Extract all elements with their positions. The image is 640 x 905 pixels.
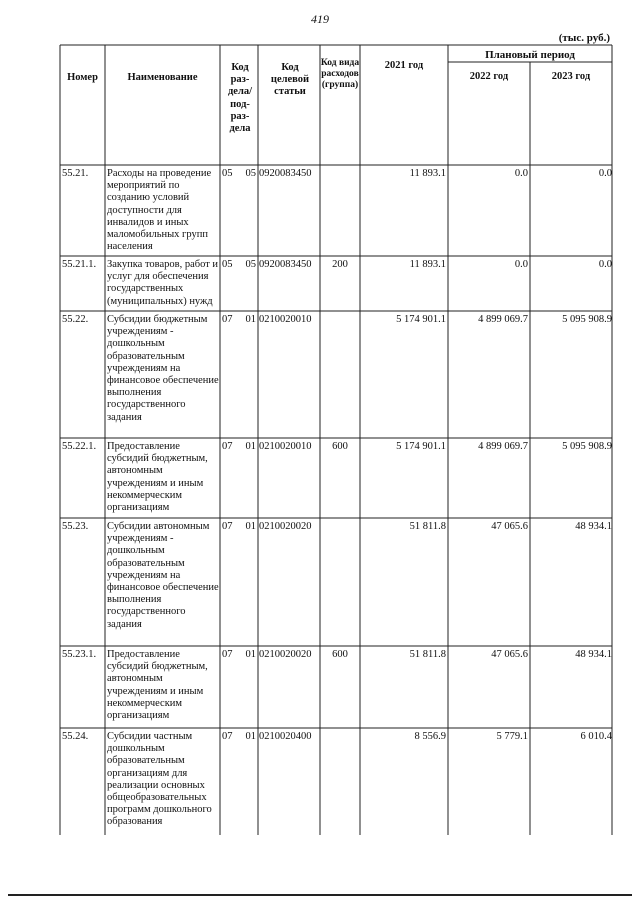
- row-value-2023: 0.0: [598, 168, 612, 179]
- row-subsection: 01: [245, 731, 256, 742]
- row-target-code: 0210020400: [259, 731, 312, 742]
- page-number: 419: [311, 12, 329, 26]
- row-name: Предоставление субсидий бюджетным, автономным учреждениям и иным некоммерческим организациям: [107, 441, 208, 514]
- row-number: 55.24.: [62, 731, 89, 742]
- row-value-2022: 0.0: [514, 168, 528, 179]
- row-expense-code: 200: [332, 259, 348, 270]
- row-value-2023: 6 010.4: [580, 731, 612, 742]
- row-value-2022: 47 065.6: [491, 521, 528, 532]
- header-name: Наименование: [127, 72, 198, 83]
- row-target-code: 0210020020: [259, 649, 312, 660]
- row-value-2021: 8 556.9: [414, 731, 446, 742]
- row-value-2021: 5 174 901.1: [396, 441, 446, 452]
- row-section: 07: [222, 441, 233, 452]
- row-expense-code: 600: [332, 441, 348, 452]
- row-subsection: 01: [245, 314, 256, 325]
- header-expense-code: Код вида расходов (группа): [320, 58, 360, 90]
- row-value-2023: 48 934.1: [575, 649, 612, 660]
- row-subsection: 05: [245, 168, 256, 179]
- row-target-code: 0210020020: [259, 521, 312, 532]
- row-number: 55.22.1.: [62, 441, 97, 452]
- row-target-code: 0920083450: [259, 168, 312, 179]
- row-subsection: 01: [245, 441, 256, 452]
- row-target-code: 0210020010: [259, 441, 312, 452]
- row-value-2022: 5 779.1: [496, 731, 528, 742]
- row-number: 55.21.1.: [62, 259, 97, 270]
- row-number: 55.23.: [62, 521, 89, 532]
- row-section: 07: [222, 731, 233, 742]
- row-section: 07: [222, 649, 233, 660]
- row-name: Предоставление субсидий бюджетным, автономным учреждениям и иным некоммерческим организациям: [107, 649, 208, 722]
- header-number: Номер: [67, 72, 98, 83]
- row-value-2021: 51 811.8: [409, 521, 446, 532]
- row-expense-code: 600: [332, 649, 348, 660]
- header-planning-period: Плановый период: [485, 49, 575, 61]
- row-number: 55.23.1.: [62, 649, 97, 660]
- header-section-code: Код раз-дела/ под-раз-дела: [227, 62, 253, 135]
- row-value-2022: 47 065.6: [491, 649, 528, 660]
- row-section: 07: [222, 521, 233, 532]
- row-name: Закупка товаров, работ и услуг для обеспечения государственных (муниципальных) нужд: [107, 259, 219, 307]
- row-name: Субсидии автономным учреждениям - дошкольным образовательным учреждениям на финансовое обеспечение выполнения государственного задания: [107, 521, 219, 630]
- row-section: 07: [222, 314, 233, 325]
- row-section: 05: [222, 259, 233, 270]
- row-subsection: 01: [245, 521, 256, 532]
- row-number: 55.21.: [62, 168, 89, 179]
- row-value-2021: 51 811.8: [409, 649, 446, 660]
- row-value-2021: 11 893.1: [409, 168, 446, 179]
- row-value-2023: 5 095 908.9: [562, 441, 612, 452]
- page-bottom-line: [8, 894, 632, 896]
- row-name: Субсидии бюджетным учреждениям - дошкольным образовательным учреждениям на финансовое обеспечение выполнения государственного задания: [107, 314, 219, 423]
- row-value-2023: 0.0: [598, 259, 612, 270]
- row-value-2022: 4 899 069.7: [478, 314, 528, 325]
- header-year-2021: 2021 год: [384, 60, 424, 71]
- row-value-2022: 0.0: [514, 259, 528, 270]
- header-year-2022: 2022 год: [469, 71, 509, 82]
- row-target-code: 0210020010: [259, 314, 312, 325]
- row-value-2021: 5 174 901.1: [396, 314, 446, 325]
- row-name: Расходы на проведение мероприятий по созданию условий доступности для инвалидов и иных маломобильных групп населения: [107, 168, 212, 253]
- row-subsection: 01: [245, 649, 256, 660]
- row-number: 55.22.: [62, 314, 89, 325]
- row-value-2022: 4 899 069.7: [478, 441, 528, 452]
- header-year-2023: 2023 год: [551, 71, 591, 82]
- header-target-code: Код целевой статьи: [270, 62, 310, 98]
- row-value-2021: 11 893.1: [409, 259, 446, 270]
- row-target-code: 0920083450: [259, 259, 312, 270]
- row-section: 05: [222, 168, 233, 179]
- units-label: (тыс. руб.): [558, 32, 610, 44]
- row-value-2023: 48 934.1: [575, 521, 612, 532]
- row-subsection: 05: [245, 259, 256, 270]
- row-value-2023: 5 095 908.9: [562, 314, 612, 325]
- row-name: Субсидии частным дошкольным образовательным организациям для реализации основных общеобразовательных программ дошкольного образования: [107, 731, 212, 828]
